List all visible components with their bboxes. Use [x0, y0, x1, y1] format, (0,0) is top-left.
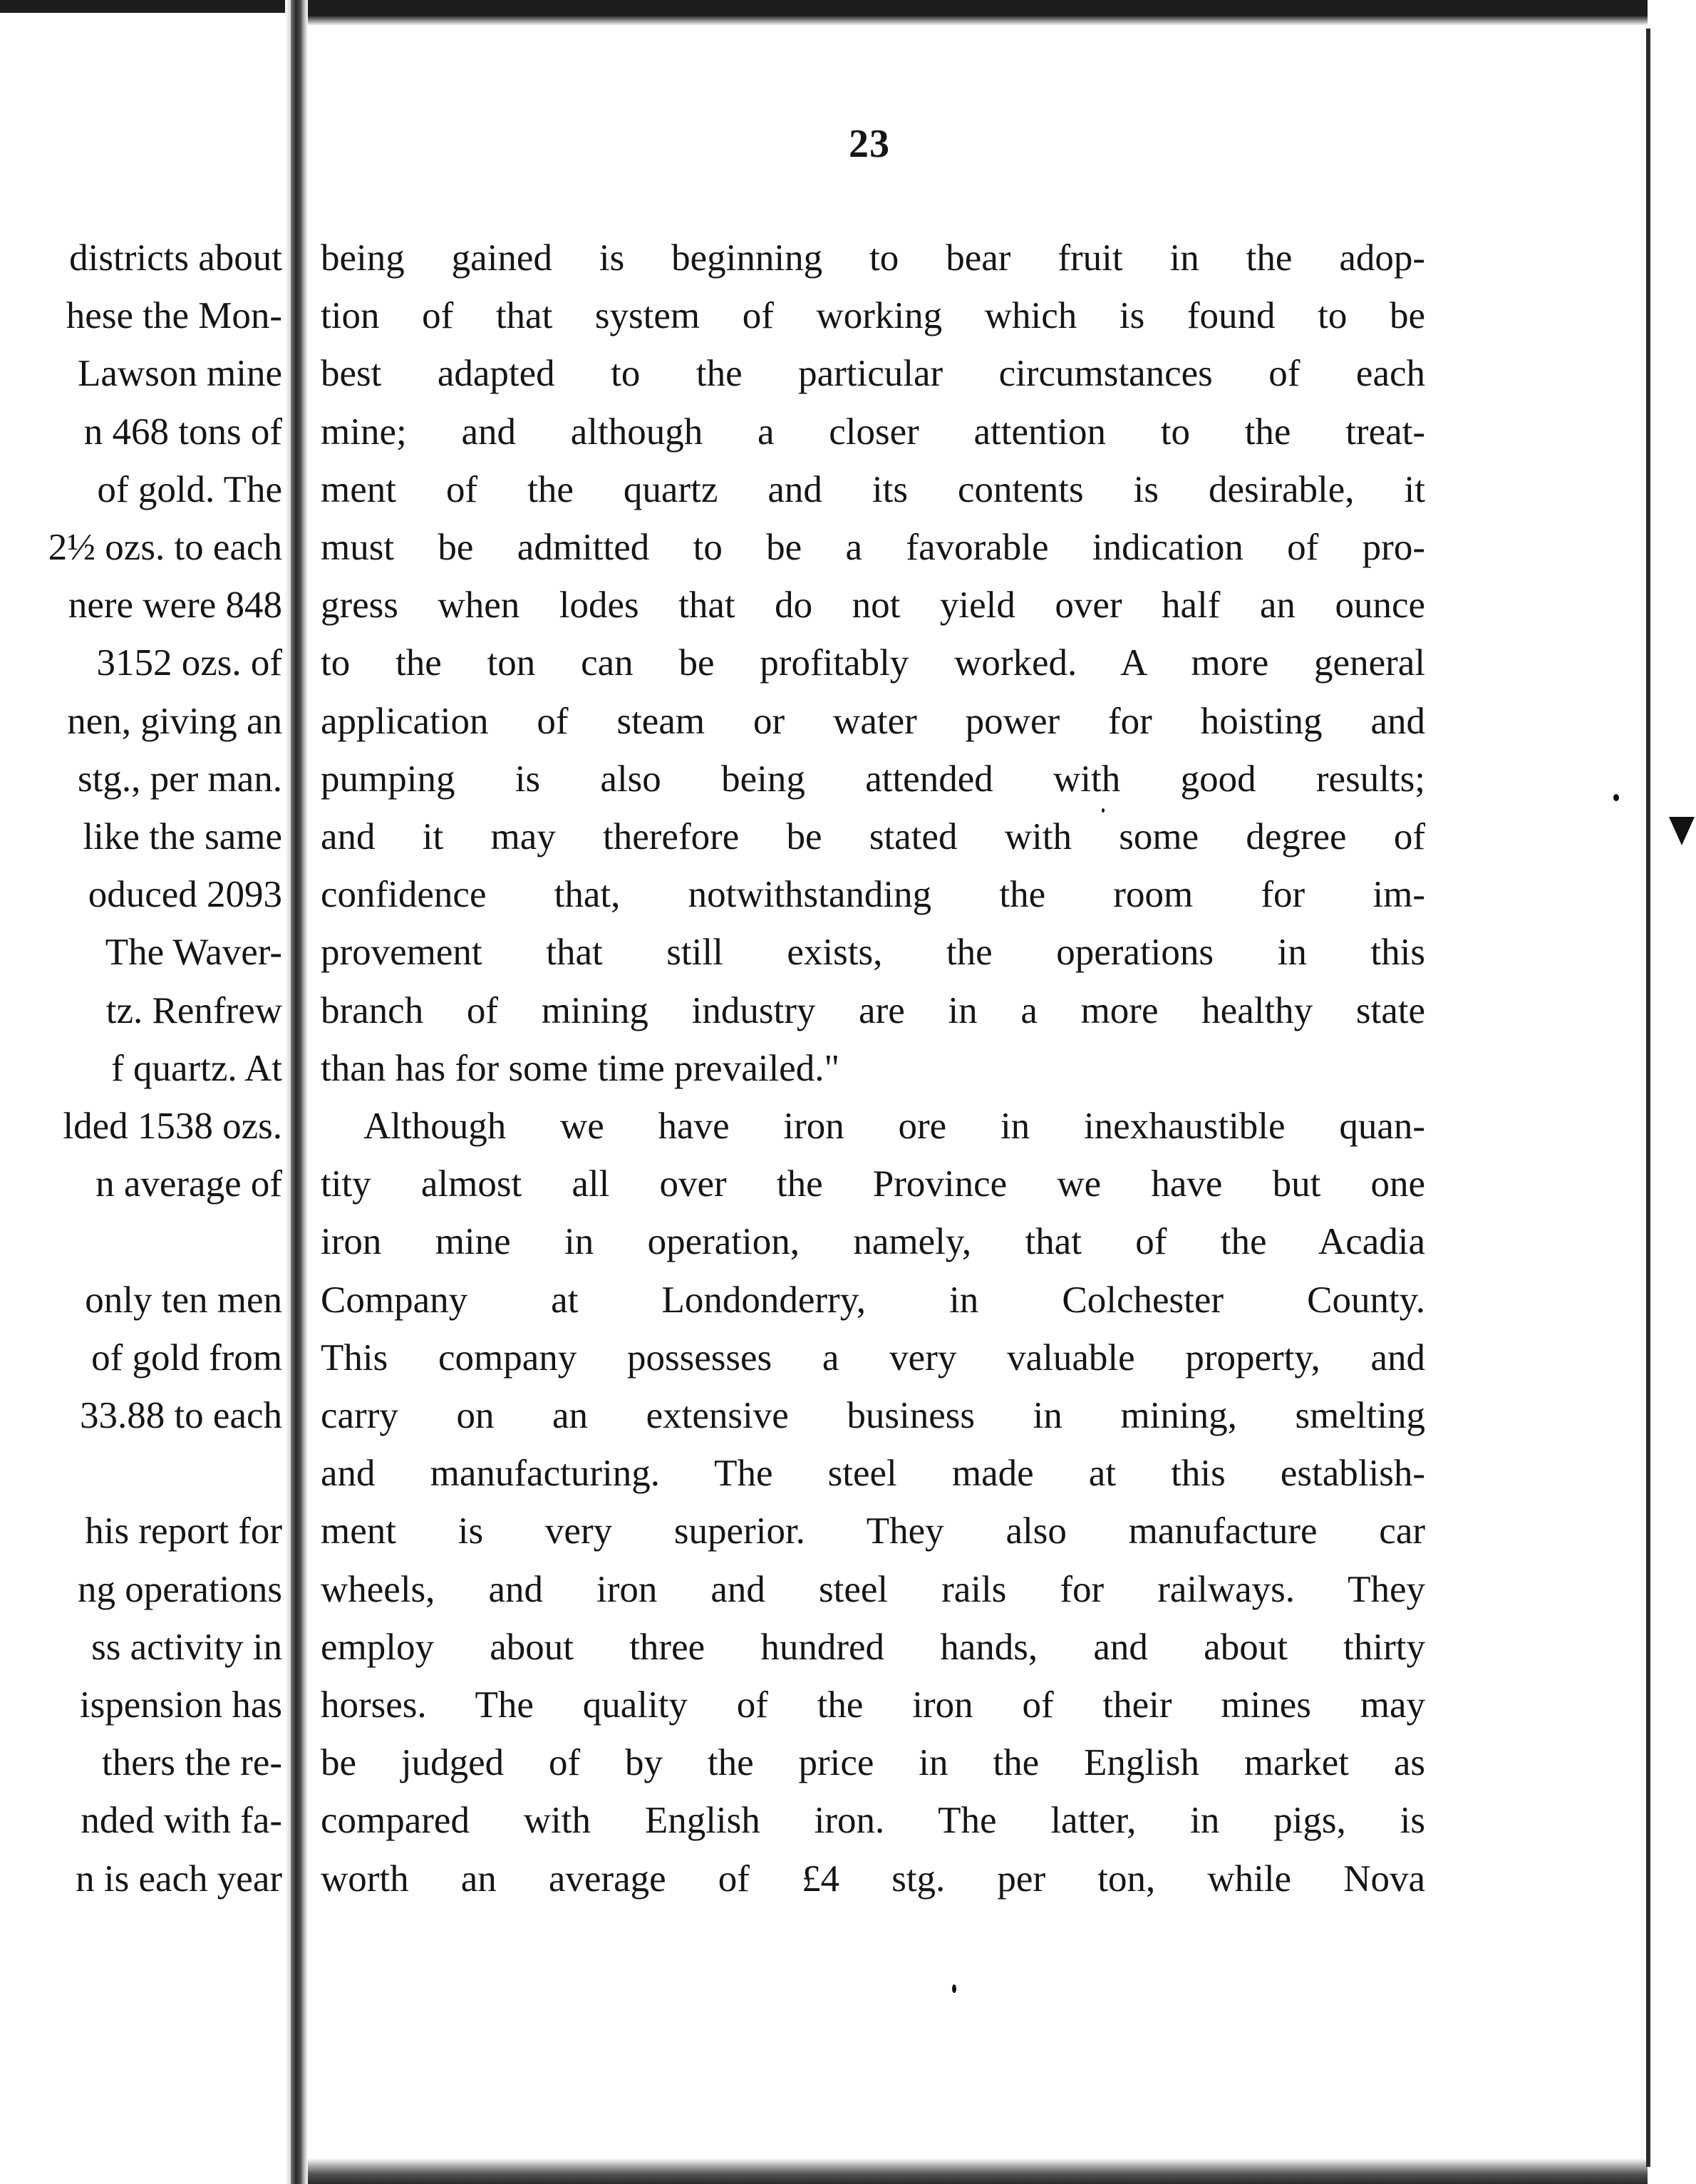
body-text-line: worth an average of £4 stg. per ton, while Nova — [321, 1858, 1425, 1900]
body-text-line: gress when lodes that do not yield over half an ounce — [321, 584, 1425, 626]
body-text-line: ment of the quartz and its contents is desirable, it — [321, 469, 1425, 510]
left-text-line: of gold from — [91, 1337, 282, 1379]
body-text-line: pumping is also being attended with good results; — [321, 758, 1425, 800]
body-text-line: and manufacturing. The steel made at this establish- — [321, 1453, 1425, 1494]
body-text-line: confidence that, notwithstanding the room for im- — [321, 874, 1425, 915]
body-text-line: provement that still exists, the operations in this — [321, 932, 1425, 973]
page-margin-right — [1650, 0, 1696, 2184]
left-text-line: oduced 2093 — [88, 874, 282, 915]
left-text-line: tz. Renfrew — [105, 990, 282, 1031]
left-text-line: f quartz. At — [111, 1048, 282, 1089]
left-text-line: 3152 ozs. of — [96, 642, 282, 684]
body-text-line: be judged of by the price in the English market as — [321, 1742, 1425, 1783]
left-text-line: Lawson mine — [77, 353, 282, 394]
body-text-line: ment is very superior. They also manufacture car — [321, 1510, 1425, 1552]
body-text-line: application of steam or water power for hoisting and — [321, 701, 1425, 742]
left-text-line: only ten men — [85, 1279, 282, 1321]
body-text-line: to the ton can be profitably worked. A more general — [321, 642, 1425, 684]
left-text-line: 33.88 to each — [79, 1395, 282, 1436]
book-gutter — [291, 0, 308, 2184]
left-text-line: lded 1538 ozs. — [63, 1106, 282, 1147]
print-mark — [1669, 817, 1695, 845]
left-text-line: hese the Mon- — [66, 295, 282, 336]
left-text-line: 2½ ozs. to each — [48, 527, 282, 568]
page-bottom-edge — [308, 2158, 1648, 2184]
left-text-line: his report for — [85, 1510, 282, 1552]
left-text-line: thers the re- — [101, 1742, 282, 1783]
left-text-line: ispension has — [79, 1684, 282, 1726]
print-speck — [952, 1984, 956, 1993]
body-text-line: being gained is beginning to bear fruit in the adop- — [321, 237, 1425, 279]
left-text-line: ss activity in — [91, 1627, 282, 1668]
left-text-line: districts about — [69, 237, 282, 279]
body-text-line: iron mine in operation, namely, that of the Acadia — [321, 1221, 1425, 1262]
print-speck — [1102, 808, 1105, 813]
left-text-line: like the same — [83, 816, 282, 857]
body-text-line: must be admitted to be a favorable indication of pro- — [321, 527, 1425, 568]
body-text-line: horses. The quality of the iron of their mines may — [321, 1684, 1425, 1726]
body-text-line: compared with English iron. The latter, in pigs, is — [321, 1800, 1425, 1841]
body-text-line: mine; and although a closer attention to the treat- — [321, 411, 1425, 453]
left-page-text-column — [0, 237, 285, 1947]
print-speck — [1613, 794, 1619, 801]
page-right-edge — [1646, 29, 1650, 2167]
left-text-line: nen, giving an — [67, 701, 282, 742]
page-top-edge — [308, 0, 1648, 26]
body-text-line: than has for some time prevailed." — [321, 1048, 840, 1089]
body-text-line: wheels, and iron and steel rails for railways. They — [321, 1569, 1425, 1610]
left-text-line: nded with fa- — [81, 1800, 282, 1841]
left-text-line: n average of — [95, 1163, 282, 1205]
left-page-top-edge — [0, 0, 291, 13]
left-text-line: ng operations — [77, 1569, 282, 1610]
left-text-line: nere were 848 — [68, 584, 282, 626]
body-text-line: This company possesses a very valuable property, and — [321, 1337, 1425, 1379]
body-text-line: Company at Londonderry, in Colchester County. — [321, 1279, 1425, 1321]
left-text-line: n 468 tons of — [83, 411, 282, 453]
body-text-line: tity almost all over the Province we have but one — [321, 1163, 1425, 1205]
body-text-line: and it may therefore be stated with some degree of — [321, 816, 1425, 857]
left-text-line: of gold. The — [97, 469, 282, 510]
body-text-line: carry on an extensive business in mining, smelting — [321, 1395, 1425, 1436]
body-text-line: best adapted to the particular circumstances of each — [321, 353, 1425, 394]
page-number: 23 — [849, 122, 890, 166]
left-text-line: stg., per man. — [77, 758, 282, 800]
body-text-line: Although we have iron ore in inexhaustible quan- — [363, 1106, 1425, 1147]
body-text-line: tion of that system of working which is found to be — [321, 295, 1425, 336]
body-text-line: employ about three hundred hands, and about thirty — [321, 1627, 1425, 1668]
left-text-line: n is each year — [76, 1858, 282, 1900]
body-text-line: branch of mining industry are in a more healthy state — [321, 990, 1425, 1031]
left-text-line: The Waver- — [105, 932, 282, 973]
